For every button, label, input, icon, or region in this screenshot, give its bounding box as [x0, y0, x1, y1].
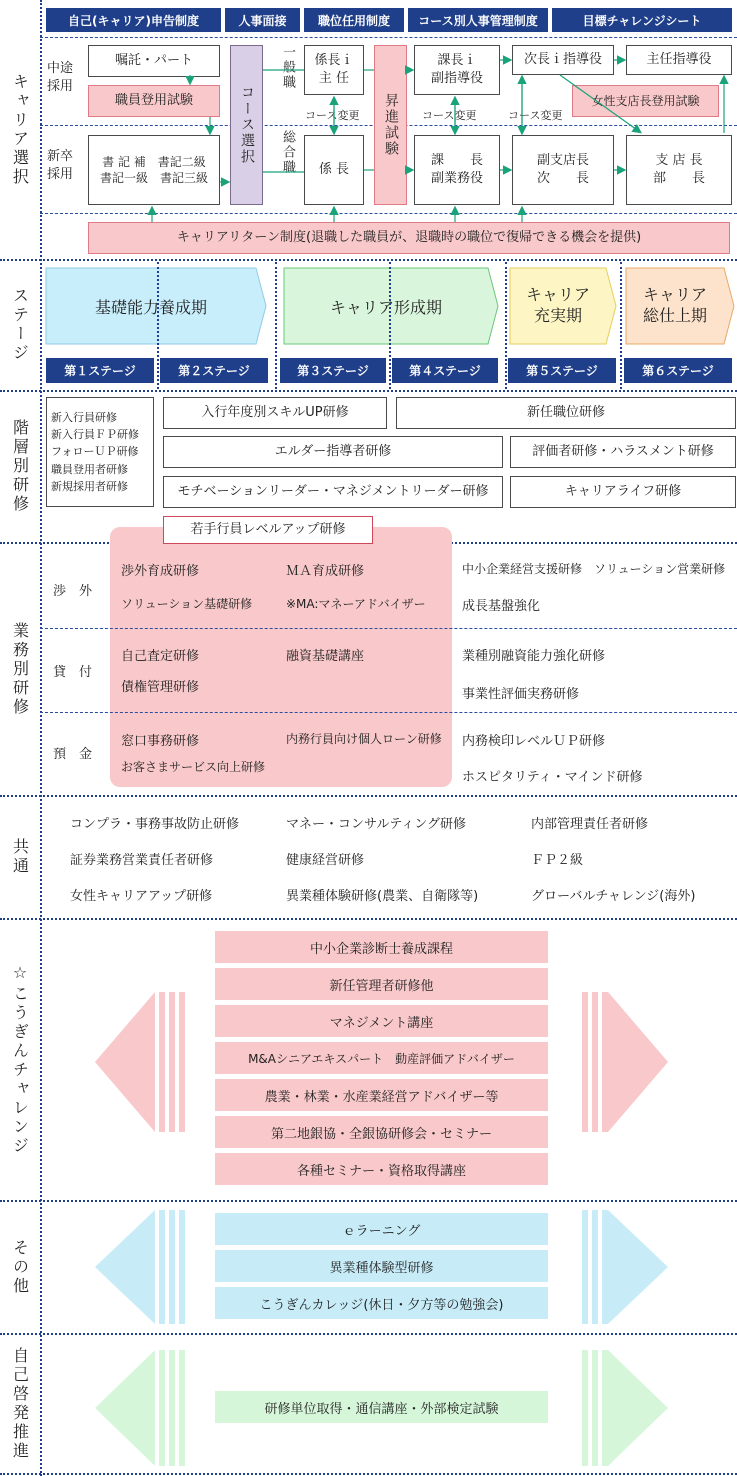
- box-jicho-i: 次長ｉ指導役: [512, 45, 614, 75]
- section-business: 業務別研修: [10, 621, 30, 717]
- stage-label-6: 第６ステージ: [624, 358, 732, 383]
- shogai-item-2: ＭＡ育成研修: [286, 564, 365, 579]
- stage-label-3: 第３ステージ: [280, 358, 386, 383]
- kashitsuke-right-1: 業種別融資能力強化研修: [462, 649, 606, 664]
- box-shunin-shidoyaku: 主任指導役: [626, 45, 732, 75]
- box-kacho: 課 長 副業務役: [414, 135, 500, 205]
- box-elder: エルダー指導者研修: [163, 436, 503, 468]
- stage-label-4: 第４ステージ: [392, 358, 498, 383]
- box-kakaricho-i: 係長ｉ 主 任: [304, 45, 364, 95]
- section-hierarchy: 階層別研修: [10, 419, 30, 514]
- box-new-post: 新任職位研修: [396, 397, 736, 429]
- common-1-1: コンプラ・事務事故防止研修: [70, 817, 240, 832]
- box-shoki: 書 記 補 書記二級 書記一級 書記三級: [88, 135, 220, 205]
- box-skill-up: 入行年度別スキルUP研修: [163, 397, 387, 429]
- label-ippan: 一般職: [280, 45, 295, 90]
- challenge-item-2: 新任管理者研修他: [215, 968, 548, 1000]
- kashitsuke-right-2: 事業性評価実務研修: [462, 687, 580, 702]
- box-fukushitencho: 副支店長 次 長: [512, 135, 614, 205]
- course-change-1: コース変更: [305, 109, 360, 122]
- challenge-item-3: マネジメント講座: [215, 1005, 548, 1037]
- course-change-3: コース変更: [508, 109, 563, 122]
- common-1-3: 内部管理責任者研修: [531, 817, 649, 832]
- common-3-1: 女性キャリアアップ研修: [70, 889, 213, 904]
- stage-label-1: 第１ステージ: [46, 358, 154, 383]
- kashitsuke-item-1: 自己査定研修: [121, 649, 200, 664]
- top-bar-interview: 人事面接: [225, 8, 300, 32]
- label-chuto: 中途 採用: [47, 61, 74, 95]
- section-self: 自己啓発推進: [10, 1346, 30, 1461]
- kashitsuke-item-2: 融資基礎講座: [286, 649, 365, 664]
- yokin-item-1: 窓口事務研修: [121, 734, 200, 749]
- box-joshi-shitencho: 女性支店長登用試験: [572, 85, 719, 117]
- other-item-1: ｅラーニング: [215, 1213, 548, 1245]
- box-kacho-i: 課長ｉ 副指導役: [414, 45, 500, 95]
- box-toyo-shiken: 職員登用試験: [88, 85, 220, 117]
- section-career: キャリア選択: [10, 72, 30, 187]
- box-evaluator: 評価者研修・ハラスメント研修: [510, 436, 736, 468]
- label-yokin: 預 金: [53, 747, 93, 762]
- shogai-item-1: 渉外育成研修: [121, 564, 200, 579]
- common-2-2: 健康経営研修: [286, 853, 365, 868]
- common-2-1: 証券業務営業責任者研修: [70, 853, 214, 868]
- stage-period-4: キャリア 総仕上期: [642, 285, 707, 325]
- top-bar-course: コース別人事管理制度: [408, 8, 548, 32]
- box-young-staff: 若手行員レベルアップ研修: [163, 516, 373, 544]
- challenge-item-4: M&Aシニアエキスパート 動産評価アドバイザー: [215, 1042, 548, 1074]
- yokin-right-1: 内務検印レベルＵＰ研修: [462, 734, 606, 749]
- challenge-item-1: 中小企業診断士養成課程: [215, 931, 548, 963]
- top-bar-position: 職位任用制度: [304, 8, 404, 32]
- box-shitencho: 支 店 長 部 長: [626, 135, 732, 205]
- other-item-2: 異業種体験型研修: [215, 1250, 548, 1282]
- common-3-3: グローバルチャレンジ(海外): [531, 889, 696, 904]
- box-motivation: モチベーションリーダー・マネジメントリーダー研修: [163, 476, 503, 508]
- box-kakaricho: 係 長: [304, 135, 364, 205]
- box-new-hire-list: 新入行員研修 新入行員ＦＰ研修 フォローＵＰ研修 職員登用者研修 新規採用者研修: [46, 397, 154, 507]
- course-change-2: コース変更: [422, 109, 477, 122]
- shogai-right-2: 成長基盤強化: [462, 599, 541, 614]
- other-item-3: こうぎんカレッジ(休日・夕方等の勉強会): [215, 1287, 548, 1319]
- label-kashitsuke: 貸 付: [53, 665, 93, 680]
- box-career-life: キャリアライフ研修: [510, 476, 736, 508]
- section-stage: ステージ: [10, 287, 30, 363]
- shogai-item-4: ※MA:マネーアドバイザー: [286, 597, 426, 611]
- course-select-text: コース選択: [238, 85, 255, 165]
- common-2-3: ＦＰ２級: [531, 853, 584, 868]
- section-common: 共通: [10, 838, 30, 876]
- yokin-item-3: お客さまサービス向上研修: [121, 760, 266, 774]
- section-other: その他: [10, 1238, 30, 1296]
- common-1-2: マネー・コンサルティング研修: [286, 817, 467, 832]
- challenge-item-6: 第二地銀協・全銀協研修会・セミナー: [215, 1116, 548, 1148]
- stage-period-1: 基礎能力養成期: [94, 297, 207, 317]
- shogai-item-3: ソリューション基礎研修: [121, 597, 253, 611]
- kashitsuke-item-3: 債権管理研修: [121, 680, 200, 695]
- box-shokutaku: 嘱託・パート: [88, 45, 220, 77]
- stage-period-2: キャリア形成期: [329, 297, 442, 317]
- top-bar-target: 目標チャレンジシート: [552, 8, 732, 32]
- self-item-1: 研修単位取得・通信講座・外部検定試験: [215, 1391, 548, 1423]
- label-shinsotsu: 新卒 採用: [47, 149, 74, 183]
- label-sogo: 総合職: [280, 130, 295, 175]
- shoshin-shiken-text: 昇進試験: [382, 93, 399, 157]
- stage-label-5: 第５ステージ: [508, 358, 616, 383]
- shogai-right-1: 中小企業経営支援研修 ソリューション営業研修: [462, 562, 726, 576]
- stage-period-3: キャリア 充実期: [525, 285, 590, 325]
- yokin-item-2: 内務行員向け個人ローン研修: [286, 732, 442, 746]
- challenge-item-7: 各種セミナー・資格取得講座: [215, 1153, 548, 1185]
- yokin-right-2: ホスピタリティ・マインド研修: [462, 770, 643, 785]
- box-career-return: キャリアリターン制度(退職した職員が、退職時の職位で復帰できる機会を提供): [88, 222, 730, 254]
- stage-label-2: 第２ステージ: [160, 358, 268, 383]
- section-challenge: ☆こうぎんチャレンジ: [10, 963, 30, 1156]
- top-bar-self-report: 自己(キャリア)申告制度: [46, 8, 221, 32]
- common-3-2: 異業種体験研修(農業、自衛隊等): [286, 889, 479, 904]
- label-shogai: 渉 外: [53, 584, 93, 599]
- challenge-item-5: 農業・林業・水産業経営アドバイザー等: [215, 1079, 548, 1111]
